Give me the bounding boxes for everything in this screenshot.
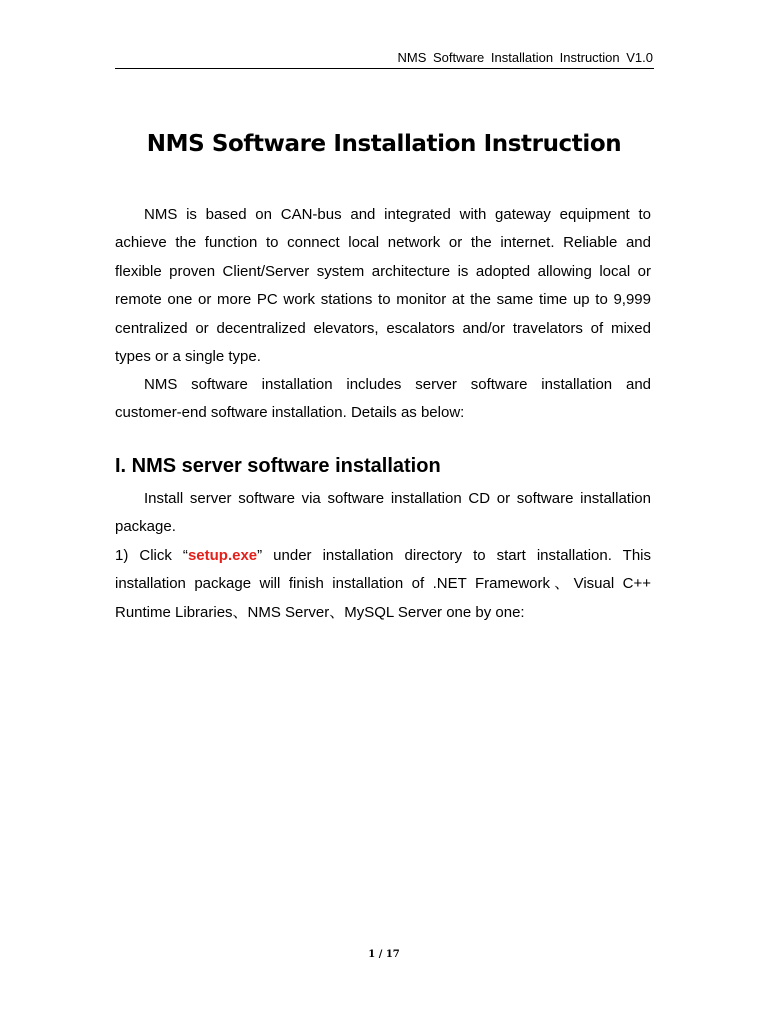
header-divider <box>115 68 654 69</box>
step-1-prefix: 1) Click “ <box>115 547 188 564</box>
section-paragraph: Install server software via software installation CD or software installation package. <box>115 490 651 536</box>
intro-paragraph: NMS is based on CAN-bus and integrated with gateway equipment to achieve the function to connect local network or the internet. Reliable and flexible proven Client/Server system architecture is adopted allowing local or remote one or more PC work stations to monitor at the same time up to 9,999 centralized or decentralized elevators, escalators and/or travelators of mixed types or a single type. <box>115 206 651 366</box>
setup-exe-highlight: setup.exe <box>187 547 258 564</box>
step-1-paragraph <box>115 542 651 627</box>
running-header: NMS Software Installation Instruction V1.0 <box>397 50 653 65</box>
section-heading: I. NMS server software installation <box>115 455 441 477</box>
document-title: NMS Software Installation Instruction <box>146 131 622 157</box>
step-1-suffix: ” under installation directory to start installation. This installation package will finish installation of .NET Framework、Visual C++ Runtime Libraries、NMS Server、MySQL Server one by one: <box>115 547 652 621</box>
scope-paragraph: NMS software installation includes server software installation and customer-end software installation. Details as below: <box>115 376 651 422</box>
page-number: 1 / 17 <box>368 949 400 960</box>
